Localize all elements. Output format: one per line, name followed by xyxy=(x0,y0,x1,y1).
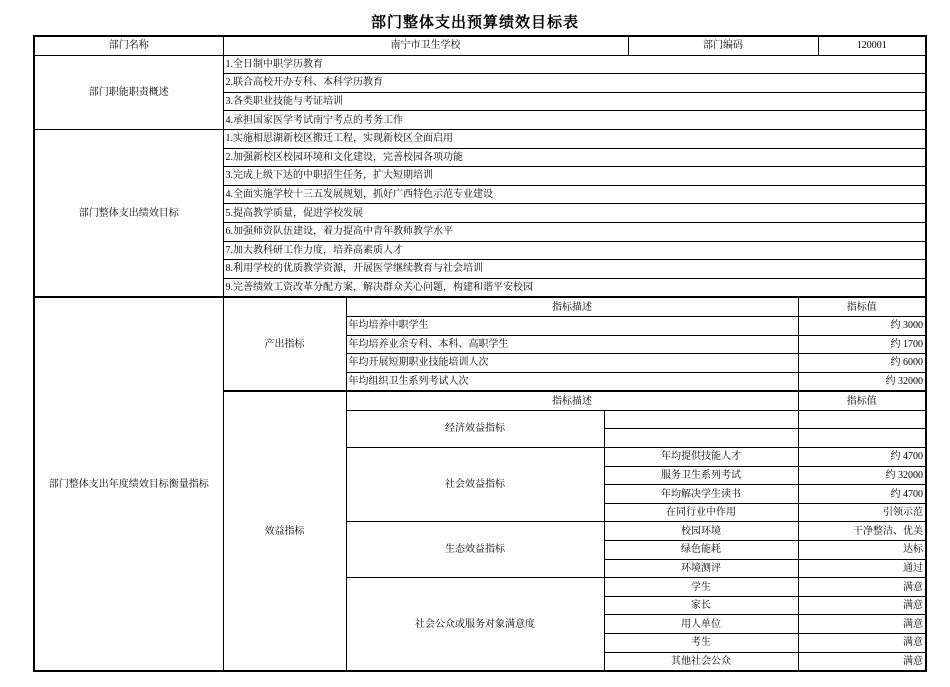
indicator-value-cell: 通过 xyxy=(798,559,926,578)
indicator-value-cell: 约 3000 xyxy=(798,316,926,335)
indicator-desc-cell: 其他社会公众 xyxy=(604,652,798,671)
indicator-desc-cell xyxy=(604,410,798,429)
indicator-value-cell: 达标 xyxy=(798,541,926,560)
indicator-desc-cell: 环境测评 xyxy=(604,559,798,578)
duty-item-cell: 1.全日制中职学历教育 xyxy=(223,55,926,74)
indicator-value-cell: 约 32000 xyxy=(798,372,926,391)
indicator-desc-cell: 家长 xyxy=(604,596,798,615)
goal-item-cell: 5.提高教学质量，促进学校发展 xyxy=(223,204,926,223)
duty-item-cell: 3.各类职业技能与考证培训 xyxy=(223,92,926,111)
indicator-value-cell: 约 1700 xyxy=(798,335,926,354)
goal-item-cell: 6.加强师资队伍建设，着力提高中青年教师教学水平 xyxy=(223,222,926,241)
satisfaction-group-label: 社会公众或服务对象满意度 xyxy=(346,578,604,671)
dept-name-value-cell: 南宁市卫生学校 xyxy=(223,36,628,55)
goal-item-cell: 3.完成上级下达的中职招生任务，扩大短期培训 xyxy=(223,167,926,186)
economic-benefit-group-label: 经济效益指标 xyxy=(346,410,604,447)
page-title: 部门整体支出预算绩效目标表 xyxy=(370,15,579,31)
indicator-value-cell: 满意 xyxy=(798,578,926,597)
indicator-desc-cell: 年均解决学生读书 xyxy=(604,485,798,504)
goal-item-cell: 2.加强新校区校园环境和文化建设，完善校园各项功能 xyxy=(223,148,926,167)
benefit-indicators-label: 效益指标 xyxy=(223,391,346,671)
indicator-value-cell: 约 32000 xyxy=(798,466,926,485)
indicator-value-cell: 干净整洁、优美 xyxy=(798,522,926,541)
indicator-value-cell: 满意 xyxy=(798,615,926,634)
duty-item-cell: 2.联合高校开办专科、本科学历教育 xyxy=(223,74,926,93)
overall-goals-section-label: 部门整体支出绩效目标 xyxy=(34,129,223,297)
eco-benefit-group-label: 生态效益指标 xyxy=(346,522,604,578)
indicator-desc-cell: 年均组织卫生系列考试人次 xyxy=(346,372,798,391)
indicator-desc-cell: 年均培养业余专科、本科、高职学生 xyxy=(346,335,798,354)
duties-section-label: 部门职能职责概述 xyxy=(34,55,223,129)
indicator-desc-cell: 绿色能耗 xyxy=(604,541,798,560)
table-row xyxy=(34,129,926,148)
goal-item-cell: 4.全面实施学校十三五发展规划，抓好广西特色示范专业建设 xyxy=(223,185,926,204)
indicator-value-cell: 引领示范 xyxy=(798,503,926,522)
indicator-desc-cell: 用人单位 xyxy=(604,615,798,634)
indicator-value-cell: 满意 xyxy=(798,652,926,671)
social-benefit-group-label: 社会效益指标 xyxy=(346,448,604,522)
indicator-desc-cell: 校园环境 xyxy=(604,522,798,541)
goal-item-cell: 8.利用学校的优质教学资源，开展医学继续教育与社会培训 xyxy=(223,260,926,279)
table-header-row xyxy=(34,36,926,55)
indicator-desc-cell: 在同行业中作用 xyxy=(604,503,798,522)
dept-name-label-cell: 部门名称 xyxy=(34,36,223,55)
goal-item-cell: 1.实施相思湖新校区搬迁工程，实现新校区全面启用 xyxy=(223,129,926,148)
indicator-desc-cell xyxy=(604,429,798,448)
budget-table xyxy=(33,35,927,672)
indicator-value-cell: 约 4700 xyxy=(798,448,926,467)
indicator-desc-cell: 考生 xyxy=(604,634,798,653)
indicator-desc-cell: 年均开展短期职业技能培训人次 xyxy=(346,354,798,373)
indicator-desc-cell: 服务卫生系列考试 xyxy=(604,466,798,485)
indicator-value-cell xyxy=(798,429,926,448)
goal-item-cell: 9.完善绩效工资改革分配方案，解决群众关心问题，构建和谐平安校园 xyxy=(223,278,926,297)
dept-code-value-cell: 120001 xyxy=(818,36,926,55)
goal-item-cell: 7.加大教科研工作力度，培养高素质人才 xyxy=(223,241,926,260)
desc-header-cell: 指标描述 xyxy=(346,391,798,410)
indicator-value-cell: 约 4700 xyxy=(798,485,926,504)
desc-header-cell: 指标描述 xyxy=(346,297,798,316)
dept-code-label-cell: 部门编码 xyxy=(628,36,818,55)
duty-item-cell: 4.承担国家医学考试南宁考点的考务工作 xyxy=(223,111,926,130)
indicator-value-cell: 满意 xyxy=(798,596,926,615)
indicator-desc-cell: 学生 xyxy=(604,578,798,597)
indicator-desc-cell: 年均培养中职学生 xyxy=(346,316,798,335)
indicator-value-cell: 约 6000 xyxy=(798,354,926,373)
output-header-row xyxy=(34,297,926,316)
table-row xyxy=(34,55,926,74)
measures-section-label: 部门整体支出年度绩效目标衡量指标 xyxy=(34,297,223,671)
indicator-desc-cell: 年均提供技能人才 xyxy=(604,448,798,467)
indicator-value-cell: 满意 xyxy=(798,634,926,653)
output-indicators-label: 产出指标 xyxy=(223,297,346,391)
value-header-cell: 指标值 xyxy=(798,297,926,316)
indicator-value-cell xyxy=(798,410,926,429)
value-header-cell: 指标值 xyxy=(798,391,926,410)
